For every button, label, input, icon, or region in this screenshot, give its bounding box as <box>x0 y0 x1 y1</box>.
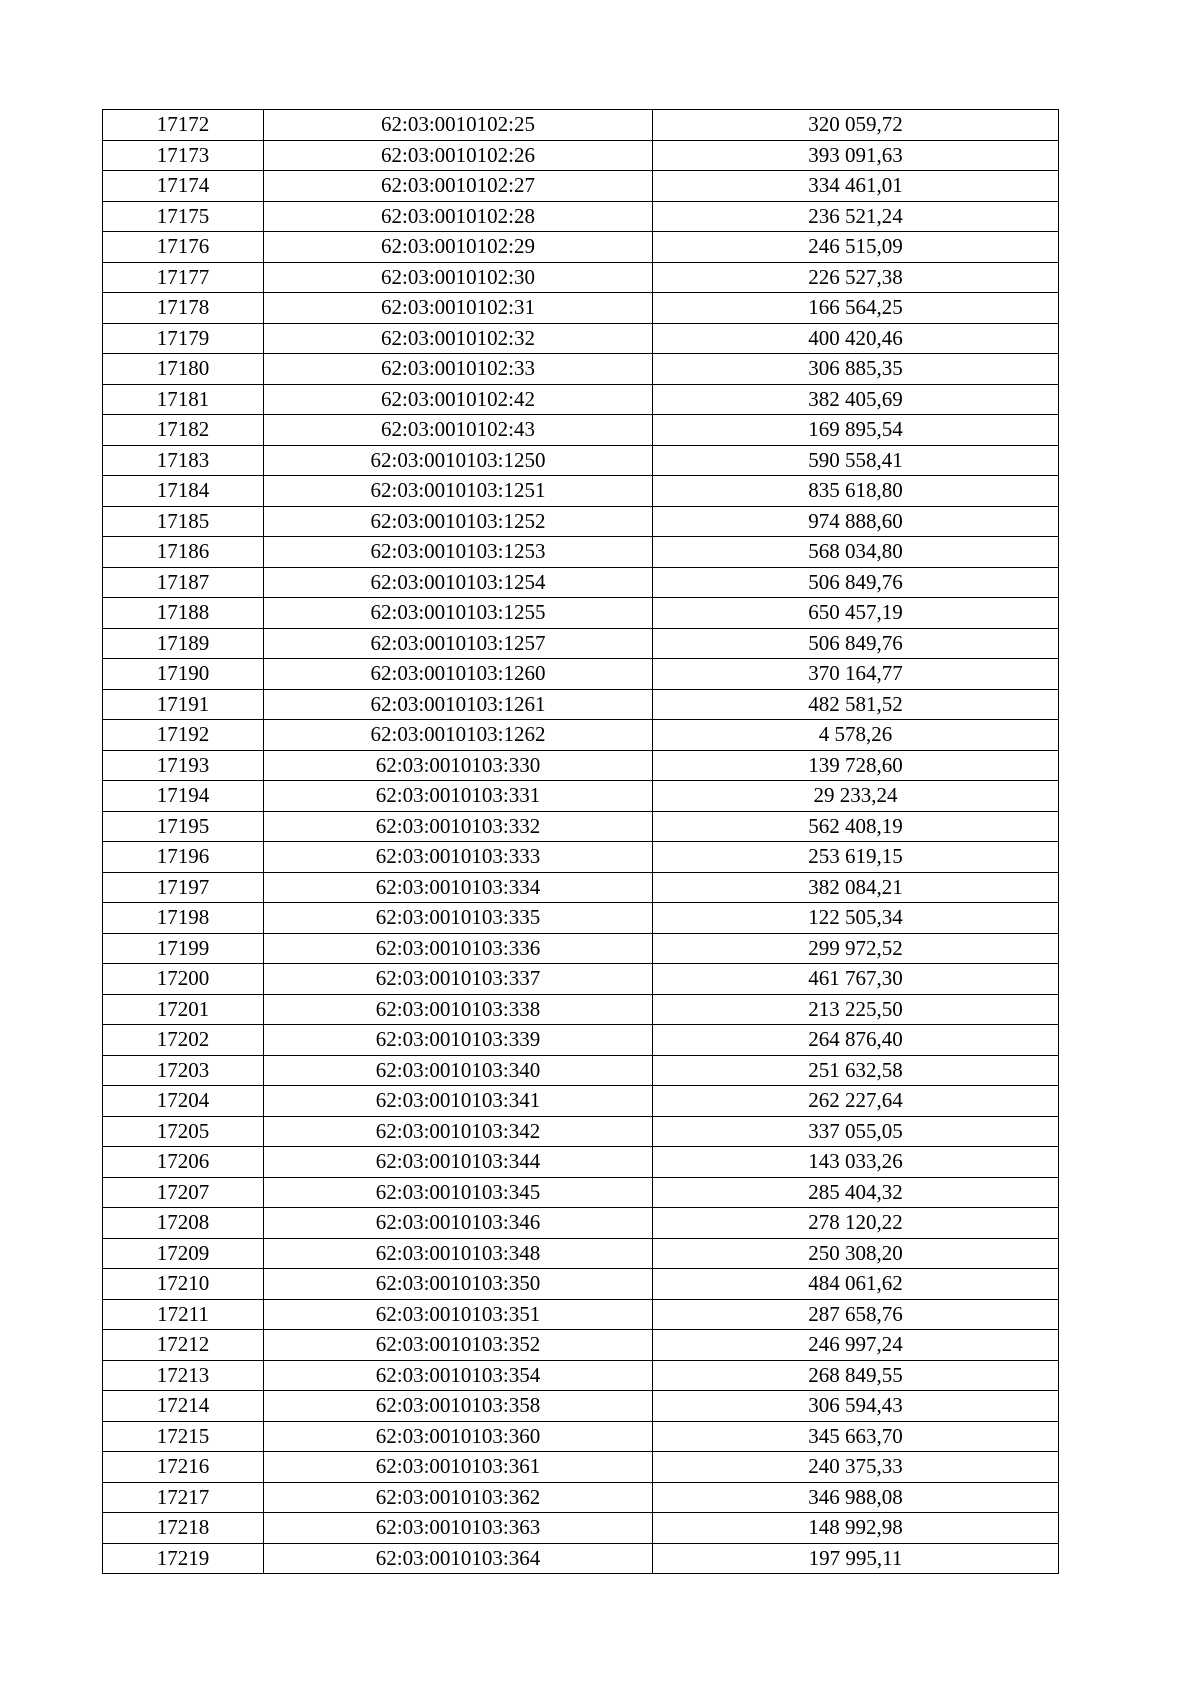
row-number-cell: 17208 <box>103 1208 264 1239</box>
row-number-cell: 17205 <box>103 1116 264 1147</box>
cadastral-value-cell: 278 120,22 <box>653 1208 1059 1239</box>
table-row <box>103 1482 1059 1513</box>
cadastral-number-cell: 62:03:0010103:1255 <box>264 598 653 629</box>
cadastral-number-cell: 62:03:0010103:358 <box>264 1391 653 1422</box>
cadastral-value-cell: 285 404,32 <box>653 1177 1059 1208</box>
table-row <box>103 994 1059 1025</box>
cadastral-number-cell: 62:03:0010103:348 <box>264 1238 653 1269</box>
table-row <box>103 293 1059 324</box>
cadastral-value-cell: 264 876,40 <box>653 1025 1059 1056</box>
table-row <box>103 1299 1059 1330</box>
row-number-cell: 17191 <box>103 689 264 720</box>
cadastral-number-cell: 62:03:0010103:336 <box>264 933 653 964</box>
cadastral-value-cell: 250 308,20 <box>653 1238 1059 1269</box>
cadastral-value-cell: 29 233,24 <box>653 781 1059 812</box>
row-number-cell: 17197 <box>103 872 264 903</box>
table-row <box>103 1116 1059 1147</box>
cadastral-number-cell: 62:03:0010102:31 <box>264 293 653 324</box>
table-row <box>103 1543 1059 1574</box>
cadastral-number-cell: 62:03:0010103:1260 <box>264 659 653 690</box>
table-row <box>103 659 1059 690</box>
cadastral-value-cell: 246 515,09 <box>653 232 1059 263</box>
cadastral-number-cell: 62:03:0010103:332 <box>264 811 653 842</box>
cadastral-value-cell: 143 033,26 <box>653 1147 1059 1178</box>
table-row <box>103 110 1059 141</box>
row-number-cell: 17175 <box>103 201 264 232</box>
table-row <box>103 201 1059 232</box>
cadastral-value-cell: 974 888,60 <box>653 506 1059 537</box>
table-row <box>103 415 1059 446</box>
row-number-cell: 17218 <box>103 1513 264 1544</box>
table-row <box>103 506 1059 537</box>
row-number-cell: 17203 <box>103 1055 264 1086</box>
table-row <box>103 781 1059 812</box>
cadastral-value-cell: 306 885,35 <box>653 354 1059 385</box>
row-number-cell: 17179 <box>103 323 264 354</box>
cadastral-value-cell: 506 849,76 <box>653 628 1059 659</box>
cadastral-value-cell: 382 405,69 <box>653 384 1059 415</box>
row-number-cell: 17199 <box>103 933 264 964</box>
cadastral-value-cell: 400 420,46 <box>653 323 1059 354</box>
row-number-cell: 17202 <box>103 1025 264 1056</box>
cadastral-number-cell: 62:03:0010103:339 <box>264 1025 653 1056</box>
cadastral-value-cell: 562 408,19 <box>653 811 1059 842</box>
row-number-cell: 17201 <box>103 994 264 1025</box>
row-number-cell: 17195 <box>103 811 264 842</box>
table-row <box>103 933 1059 964</box>
cadastral-value-cell: 299 972,52 <box>653 933 1059 964</box>
table-row <box>103 1360 1059 1391</box>
row-number-cell: 17196 <box>103 842 264 873</box>
row-number-cell: 17207 <box>103 1177 264 1208</box>
row-number-cell: 17181 <box>103 384 264 415</box>
row-number-cell: 17186 <box>103 537 264 568</box>
cadastral-number-cell: 62:03:0010103:1252 <box>264 506 653 537</box>
cadastral-number-cell: 62:03:0010103:333 <box>264 842 653 873</box>
row-number-cell: 17217 <box>103 1482 264 1513</box>
table-row <box>103 628 1059 659</box>
cadastral-number-cell: 62:03:0010102:30 <box>264 262 653 293</box>
cadastral-value-table <box>102 109 1059 1574</box>
row-number-cell: 17211 <box>103 1299 264 1330</box>
cadastral-value-cell: 236 521,24 <box>653 201 1059 232</box>
cadastral-value-cell: 590 558,41 <box>653 445 1059 476</box>
table-row <box>103 476 1059 507</box>
table-row <box>103 262 1059 293</box>
row-number-cell: 17176 <box>103 232 264 263</box>
row-number-cell: 17209 <box>103 1238 264 1269</box>
table-row <box>103 232 1059 263</box>
row-number-cell: 17177 <box>103 262 264 293</box>
cadastral-number-cell: 62:03:0010103:1262 <box>264 720 653 751</box>
cadastral-value-cell: 345 663,70 <box>653 1421 1059 1452</box>
cadastral-number-cell: 62:03:0010102:28 <box>264 201 653 232</box>
table-row <box>103 1238 1059 1269</box>
table-row <box>103 354 1059 385</box>
table-row <box>103 689 1059 720</box>
cadastral-number-cell: 62:03:0010103:1254 <box>264 567 653 598</box>
cadastral-number-cell: 62:03:0010102:33 <box>264 354 653 385</box>
cadastral-value-cell: 240 375,33 <box>653 1452 1059 1483</box>
cadastral-number-cell: 62:03:0010102:43 <box>264 415 653 446</box>
row-number-cell: 17194 <box>103 781 264 812</box>
table-row <box>103 1025 1059 1056</box>
cadastral-number-cell: 62:03:0010102:29 <box>264 232 653 263</box>
table-row <box>103 903 1059 934</box>
cadastral-value-cell: 320 059,72 <box>653 110 1059 141</box>
row-number-cell: 17174 <box>103 171 264 202</box>
row-number-cell: 17184 <box>103 476 264 507</box>
row-number-cell: 17198 <box>103 903 264 934</box>
table-row <box>103 872 1059 903</box>
cadastral-value-cell: 246 997,24 <box>653 1330 1059 1361</box>
row-number-cell: 17219 <box>103 1543 264 1574</box>
table-row <box>103 750 1059 781</box>
cadastral-number-cell: 62:03:0010103:335 <box>264 903 653 934</box>
row-number-cell: 17180 <box>103 354 264 385</box>
table-row <box>103 1421 1059 1452</box>
cadastral-value-cell: 306 594,43 <box>653 1391 1059 1422</box>
row-number-cell: 17190 <box>103 659 264 690</box>
table-row <box>103 1055 1059 1086</box>
cadastral-value-cell: 382 084,21 <box>653 872 1059 903</box>
table-body <box>103 110 1059 1574</box>
cadastral-value-cell: 461 767,30 <box>653 964 1059 995</box>
table-row <box>103 1391 1059 1422</box>
row-number-cell: 17206 <box>103 1147 264 1178</box>
row-number-cell: 17200 <box>103 964 264 995</box>
cadastral-number-cell: 62:03:0010102:27 <box>264 171 653 202</box>
cadastral-value-cell: 139 728,60 <box>653 750 1059 781</box>
cadastral-number-cell: 62:03:0010102:42 <box>264 384 653 415</box>
cadastral-value-cell: 166 564,25 <box>653 293 1059 324</box>
cadastral-number-cell: 62:03:0010103:354 <box>264 1360 653 1391</box>
cadastral-number-cell: 62:03:0010103:338 <box>264 994 653 1025</box>
row-number-cell: 17178 <box>103 293 264 324</box>
cadastral-value-cell: 568 034,80 <box>653 537 1059 568</box>
cadastral-value-cell: 346 988,08 <box>653 1482 1059 1513</box>
table-row <box>103 1147 1059 1178</box>
cadastral-number-cell: 62:03:0010103:331 <box>264 781 653 812</box>
row-number-cell: 17215 <box>103 1421 264 1452</box>
cadastral-value-cell: 482 581,52 <box>653 689 1059 720</box>
row-number-cell: 17182 <box>103 415 264 446</box>
cadastral-value-cell: 4 578,26 <box>653 720 1059 751</box>
cadastral-number-cell: 62:03:0010103:337 <box>264 964 653 995</box>
cadastral-value-cell: 262 227,64 <box>653 1086 1059 1117</box>
row-number-cell: 17192 <box>103 720 264 751</box>
cadastral-value-cell: 226 527,38 <box>653 262 1059 293</box>
cadastral-number-cell: 62:03:0010102:25 <box>264 110 653 141</box>
cadastral-number-cell: 62:03:0010103:361 <box>264 1452 653 1483</box>
table-row <box>103 323 1059 354</box>
row-number-cell: 17185 <box>103 506 264 537</box>
cadastral-number-cell: 62:03:0010103:1251 <box>264 476 653 507</box>
table-row <box>103 1513 1059 1544</box>
cadastral-number-cell: 62:03:0010102:32 <box>264 323 653 354</box>
cadastral-number-cell: 62:03:0010103:340 <box>264 1055 653 1086</box>
table-row <box>103 1330 1059 1361</box>
cadastral-number-cell: 62:03:0010103:1253 <box>264 537 653 568</box>
cadastral-number-cell: 62:03:0010103:352 <box>264 1330 653 1361</box>
table-row <box>103 1269 1059 1300</box>
cadastral-value-cell: 337 055,05 <box>653 1116 1059 1147</box>
table-row <box>103 171 1059 202</box>
table-row <box>103 537 1059 568</box>
cadastral-value-cell: 148 992,98 <box>653 1513 1059 1544</box>
row-number-cell: 17189 <box>103 628 264 659</box>
cadastral-number-cell: 62:03:0010103:342 <box>264 1116 653 1147</box>
cadastral-number-cell: 62:03:0010103:351 <box>264 1299 653 1330</box>
row-number-cell: 17204 <box>103 1086 264 1117</box>
row-number-cell: 17188 <box>103 598 264 629</box>
table-row <box>103 1086 1059 1117</box>
cadastral-value-cell: 251 632,58 <box>653 1055 1059 1086</box>
cadastral-value-cell: 197 995,11 <box>653 1543 1059 1574</box>
cadastral-value-cell: 287 658,76 <box>653 1299 1059 1330</box>
cadastral-number-cell: 62:03:0010103:344 <box>264 1147 653 1178</box>
table-row <box>103 140 1059 171</box>
row-number-cell: 17187 <box>103 567 264 598</box>
cadastral-number-cell: 62:03:0010103:334 <box>264 872 653 903</box>
table-row <box>103 1177 1059 1208</box>
table-row <box>103 964 1059 995</box>
cadastral-value-cell: 835 618,80 <box>653 476 1059 507</box>
cadastral-number-cell: 62:03:0010103:1250 <box>264 445 653 476</box>
cadastral-value-cell: 484 061,62 <box>653 1269 1059 1300</box>
cadastral-number-cell: 62:03:0010103:341 <box>264 1086 653 1117</box>
table-row <box>103 384 1059 415</box>
table-row <box>103 720 1059 751</box>
row-number-cell: 17172 <box>103 110 264 141</box>
table-row <box>103 811 1059 842</box>
table-row <box>103 567 1059 598</box>
cadastral-value-cell: 122 505,34 <box>653 903 1059 934</box>
cadastral-number-cell: 62:03:0010103:350 <box>264 1269 653 1300</box>
row-number-cell: 17216 <box>103 1452 264 1483</box>
cadastral-value-cell: 169 895,54 <box>653 415 1059 446</box>
cadastral-number-cell: 62:03:0010103:330 <box>264 750 653 781</box>
table-row <box>103 598 1059 629</box>
cadastral-value-cell: 268 849,55 <box>653 1360 1059 1391</box>
cadastral-number-cell: 62:03:0010102:26 <box>264 140 653 171</box>
row-number-cell: 17173 <box>103 140 264 171</box>
cadastral-value-cell: 506 849,76 <box>653 567 1059 598</box>
cadastral-number-cell: 62:03:0010103:364 <box>264 1543 653 1574</box>
row-number-cell: 17210 <box>103 1269 264 1300</box>
cadastral-value-cell: 650 457,19 <box>653 598 1059 629</box>
cadastral-number-cell: 62:03:0010103:345 <box>264 1177 653 1208</box>
cadastral-number-cell: 62:03:0010103:363 <box>264 1513 653 1544</box>
cadastral-number-cell: 62:03:0010103:360 <box>264 1421 653 1452</box>
cadastral-number-cell: 62:03:0010103:362 <box>264 1482 653 1513</box>
row-number-cell: 17213 <box>103 1360 264 1391</box>
cadastral-value-cell: 334 461,01 <box>653 171 1059 202</box>
row-number-cell: 17193 <box>103 750 264 781</box>
cadastral-number-cell: 62:03:0010103:1261 <box>264 689 653 720</box>
table-row <box>103 445 1059 476</box>
row-number-cell: 17214 <box>103 1391 264 1422</box>
cadastral-value-cell: 253 619,15 <box>653 842 1059 873</box>
cadastral-value-cell: 393 091,63 <box>653 140 1059 171</box>
table-row <box>103 1208 1059 1239</box>
cadastral-number-cell: 62:03:0010103:1257 <box>264 628 653 659</box>
table-row <box>103 1452 1059 1483</box>
cadastral-number-cell: 62:03:0010103:346 <box>264 1208 653 1239</box>
cadastral-value-cell: 370 164,77 <box>653 659 1059 690</box>
table-row <box>103 842 1059 873</box>
row-number-cell: 17212 <box>103 1330 264 1361</box>
cadastral-value-cell: 213 225,50 <box>653 994 1059 1025</box>
row-number-cell: 17183 <box>103 445 264 476</box>
